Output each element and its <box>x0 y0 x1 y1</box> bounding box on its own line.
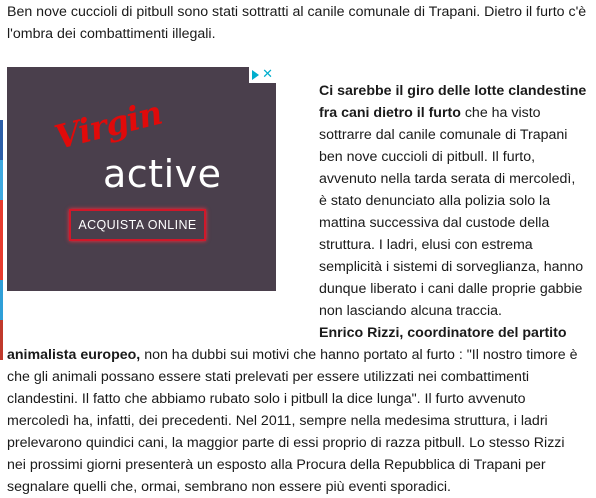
article-paragraph-1 <box>319 80 587 322</box>
article-paragraph-2 <box>7 322 587 498</box>
paragraph-1-body: che ha visto sottrarre dal canile comunale di Trapani ben nove cuccioli di pitbull. Il furto, avvenuto nella tarda serata di mercoledì, è stato denunciato alla polizia solo la mattina successiva dal custode della struttura. I ladri, elusi con estrema semplicità i sistemi di sorveglianza, hanno dunque liberato i cani dalle proprie gabbie non lasciando alcuna traccia. <box>319 105 584 319</box>
brand-logo-virgin: Virgin <box>50 92 166 157</box>
paragraph-2-body: non ha dubbi sui motivi che hanno portato al furto : "Il nostro timore è che gli animali possano essere stati prelevati per essere utilizzati nei combattimenti clandestini. Il fatto che abbiamo rubato solo i pitbull la dice lunga". Il furto avvenuto mercoledì ha, infatti, dei precedenti. Nel 2011, sempre nella medesima struttura, i ladri prelevarono quindici cani, la maggior parte di essi proprio di razza pitbull. Lo stesso Rizzi nei prossimi giorni presenterà un esposto alla Procura della Repubblica di Trapani per segnalare quelli che, ormai, sembrano non essere più eventi sporadici. <box>7 347 578 495</box>
share-strip-segment[interactable] <box>0 120 3 160</box>
ad-choices-badge[interactable] <box>249 67 276 83</box>
share-strip-segment[interactable] <box>0 200 3 240</box>
brand-logo-active: active <box>103 152 222 196</box>
close-icon[interactable]: ✕ <box>262 67 273 82</box>
share-strip-segment[interactable] <box>0 280 3 320</box>
share-strip-segment[interactable] <box>0 320 3 360</box>
ad-choices-icon[interactable] <box>252 70 259 80</box>
article-intro: Ben nove cuccioli di pitbull sono stati sottratti al canile comunale di Trapani. Dietro il furto c'è l'ombra dei combattimenti illegali. <box>7 4 587 42</box>
paragraph-2-lead: Enrico Rizzi, coordinatore del partito animalista europeo, <box>7 325 567 363</box>
advertisement-banner[interactable] <box>7 67 276 291</box>
paragraph-1-lead: Ci sarebbe il giro delle lotte clandestine fra cani dietro il furto <box>319 83 587 121</box>
buy-online-button[interactable]: ACQUISTA ONLINE <box>69 209 206 241</box>
share-strip-segment[interactable] <box>0 240 3 280</box>
share-strip-segment[interactable] <box>0 160 3 200</box>
